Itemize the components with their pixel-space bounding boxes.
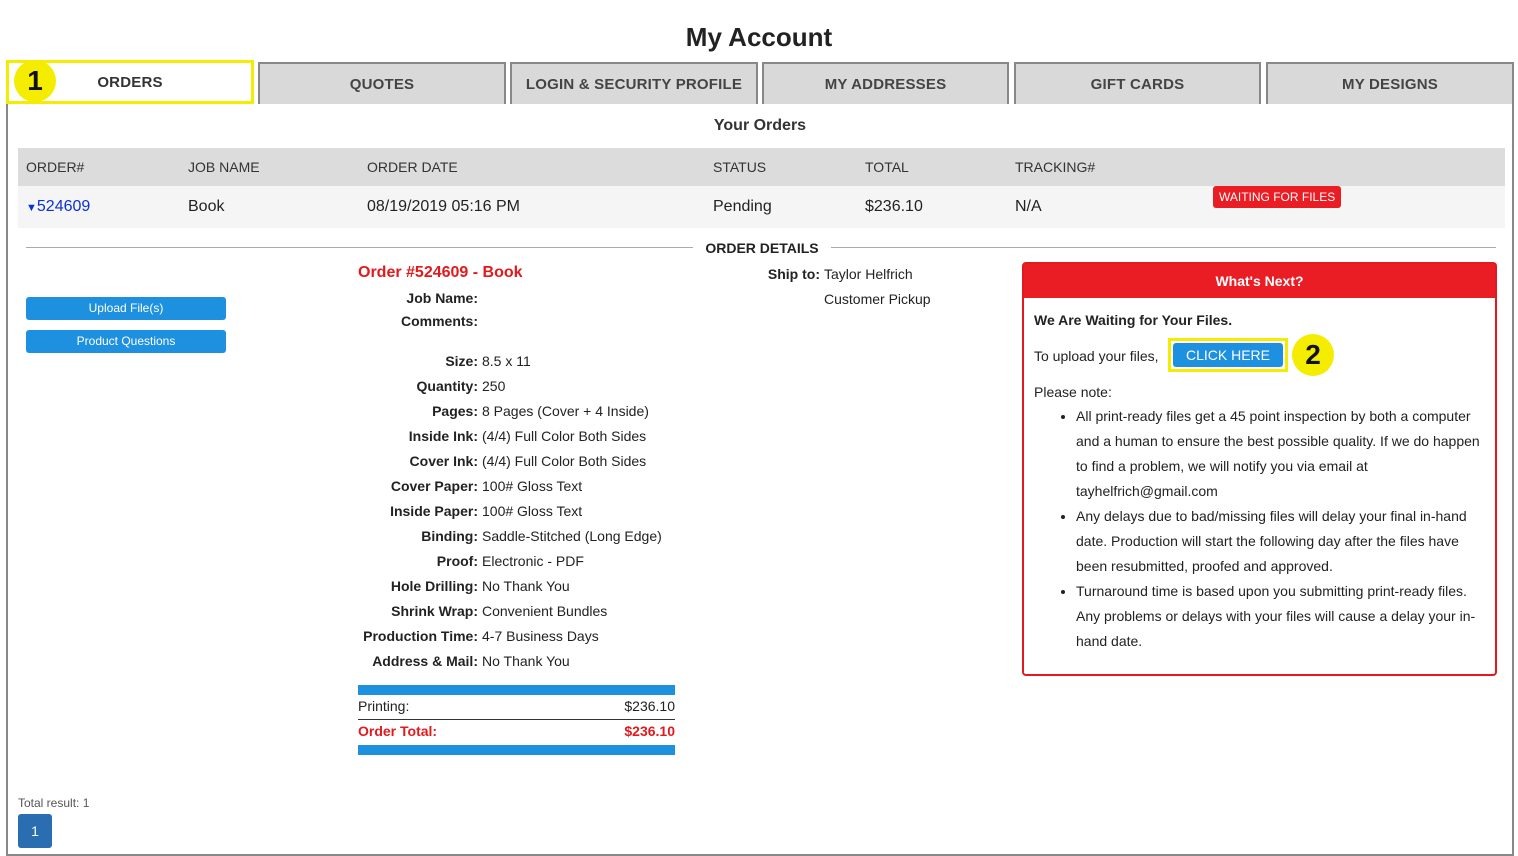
spec-label: Cover Paper: [390,478,478,494]
spec-label: Production Time: [363,628,478,644]
spec-label: Quantity: [416,378,478,394]
tab-my-designs[interactable] [1266,62,1514,104]
spec-value: 8 Pages (Cover + 4 Inside) [482,403,649,419]
spec-value: Electronic - PDF [482,553,584,569]
tab-gift-cards[interactable] [1014,62,1261,104]
spec-row [358,553,688,573]
whats-next-box [1022,262,1497,676]
notes-list [1076,404,1486,654]
ship-to-name: Taylor Helfrich [824,266,913,282]
tab-my-addresses[interactable] [762,62,1009,104]
spec-label: Inside Ink: [408,428,478,444]
spec-row [358,428,688,448]
spec-row [358,403,688,423]
spec-value: 4-7 Business Days [482,628,599,644]
order-details-text: ORDER DETAILS [693,240,830,256]
spec-label: Inside Paper: [390,503,478,519]
list-item: • All print-ready files get a 45 point inspection by both a computer and a human to ensure the best possible quality. If we do happen to find a problem, we will notify you via email at tayhelfrich@gmail.com [1076,404,1486,504]
col-order-date: ORDER DATE [367,159,458,175]
printing-value: $236.10 [624,698,675,714]
col-status: STATUS [713,159,767,175]
click-here-button[interactable] [1168,338,1288,372]
spec-value: No Thank You [482,653,570,669]
spec-label: Proof: [436,553,478,569]
ship-method: Customer Pickup [824,291,931,307]
spec-value: (4/4) Full Color Both Sides [482,453,647,469]
your-orders-heading: Your Orders [713,117,807,134]
spec-row [358,503,688,523]
please-note: Please note: [1034,384,1112,400]
order-number: 524609 [36,198,91,215]
spec-label: Comments: [400,313,478,329]
tab-my-addresses-label: MY ADDRESSES [824,75,947,93]
summary-bar-bottom [358,745,675,755]
spec-comments [358,313,688,333]
cell-order-date: 08/19/2019 05:16 PM [367,198,521,215]
upload-files-button[interactable]: Upload File(s) [26,297,226,320]
spec-label: Binding: [421,528,478,544]
spec-label: Pages: [432,403,478,419]
spec-label: Size: [445,353,478,369]
spec-row [358,353,688,373]
tab-orders-label: ORDERS [97,73,163,91]
spec-job-name [358,290,688,310]
status-badge: WAITING FOR FILES [1213,186,1341,208]
page-1-button[interactable]: 1 [18,814,52,848]
summary-bar-top [358,685,675,695]
tab-login-security-label: LOGIN & SECURITY PROFILE [525,75,743,93]
col-total: TOTAL [865,159,909,175]
spec-value: 250 [482,378,506,394]
tab-login-security[interactable] [510,62,758,104]
waiting-heading: We Are Waiting for Your Files. [1034,312,1233,328]
spec-row [358,453,688,473]
spec-row [358,528,688,548]
tab-quotes[interactable] [258,62,506,104]
spec-value: Saddle-Stitched (Long Edge) [482,528,662,544]
spec-value: (4/4) Full Color Both Sides [482,428,647,444]
orders-table-header [18,148,1505,186]
spec-value: 8.5 x 11 [482,353,531,369]
list-item: • Turnaround time is based upon you submitting print-ready files. Any problems or delays with your files will cause a delay your in-hand date. [1076,579,1486,654]
spec-row [358,653,688,673]
spec-label: Address & Mail: [372,653,478,669]
spec-value: 100# Gloss Text [482,478,583,494]
upload-text: To upload your files, [1034,348,1159,364]
annotation-badge-1: 1 [14,60,56,102]
spec-label: Shrink Wrap: [391,603,478,619]
order-link[interactable] [26,186,90,229]
col-job-name: JOB NAME [188,159,260,175]
list-item: • Any delays due to bad/missing files will delay your final in-hand date. Production will start the following day after the files have been resubmitted, proofed and approved. [1076,504,1486,579]
spec-label: Hole Drilling: [390,578,478,594]
caret-down-icon: ▼ [26,202,37,214]
cell-total: $236.10 [865,198,923,215]
cell-status: Pending [713,198,772,215]
total-result: Total result: 1 [18,796,90,810]
printing-label: Printing: [358,698,410,714]
printing-row [358,698,675,720]
order-total-row [358,723,675,745]
spec-row [358,378,688,398]
order-total-label: Order Total: [358,723,438,739]
spec-value: Convenient Bundles [482,603,608,619]
ship-to-label: Ship to: [767,266,820,282]
cell-job-name: Book [188,198,225,215]
spec-value: 100# Gloss Text [482,503,583,519]
annotation-badge-2: 2 [1292,334,1334,376]
account-tabs [6,60,1514,104]
col-tracking: TRACKING# [1015,159,1096,175]
col-order-no: ORDER# [26,159,85,175]
tab-my-designs-label: MY DESIGNS [1342,75,1438,93]
order-total-value: $236.10 [624,723,675,739]
table-row [18,186,1505,228]
spec-row [358,478,688,498]
spec-row [358,628,688,648]
tab-gift-cards-label: GIFT CARDS [1090,75,1185,93]
product-questions-button[interactable]: Product Questions [26,330,226,353]
spec-label: Cover Ink: [409,453,478,469]
click-here-label: CLICK HERE [1173,343,1283,367]
order-title: Order #524609 - Book [358,264,523,281]
orders-panel [6,104,1514,856]
order-details-label [8,240,1516,256]
tab-quotes-label: QUOTES [349,75,415,93]
spec-label: Job Name: [406,290,478,306]
page-title: My Account [685,22,833,52]
spec-row [358,603,688,623]
spec-value: No Thank You [482,578,570,594]
whats-next-title: What's Next? [1024,264,1495,298]
cell-tracking: N/A [1015,198,1042,215]
spec-row [358,578,688,598]
